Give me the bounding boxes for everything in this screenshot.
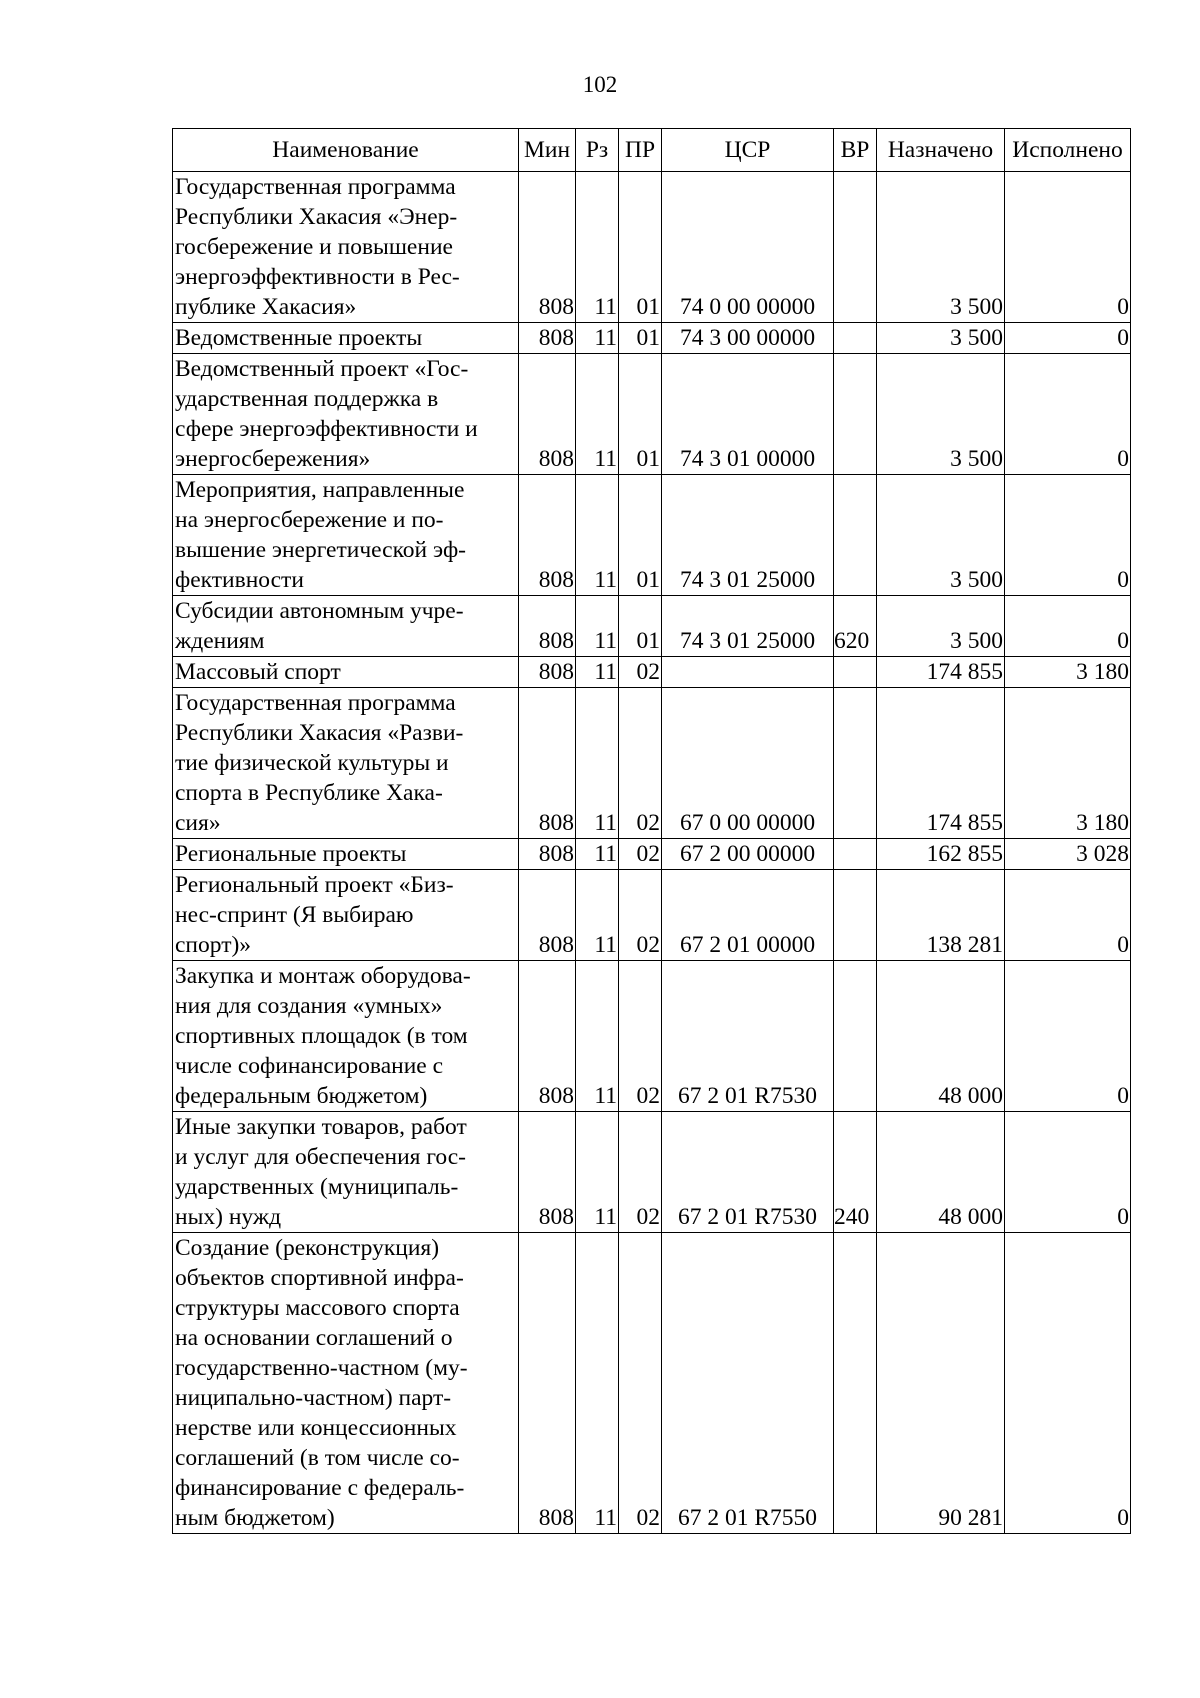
header-assigned: Назначено [877, 129, 1005, 172]
cell-rz: 11 [576, 475, 619, 596]
cell-name: Региональный проект «Биз- нес-спринт (Я выбираю спорт)» [173, 870, 519, 961]
cell-vr [834, 354, 877, 475]
cell-min: 808 [519, 354, 576, 475]
table-row [173, 870, 1131, 961]
cell-rz: 11 [576, 961, 619, 1112]
cell-csr: 67 2 00 00000 [662, 839, 834, 870]
cell-assigned: 3 500 [877, 596, 1005, 657]
table-body [173, 172, 1131, 1534]
cell-rz: 11 [576, 688, 619, 839]
cell-csr: 67 0 00 00000 [662, 688, 834, 839]
cell-pr: 01 [619, 596, 662, 657]
header-row [173, 129, 1131, 172]
cell-min: 808 [519, 839, 576, 870]
cell-csr: 74 3 00 00000 [662, 323, 834, 354]
cell-name: Массовый спорт [173, 657, 519, 688]
page-number: 102 [582, 72, 618, 97]
cell-vr: 620 [834, 596, 877, 657]
cell-csr: 67 2 01 R7550 [662, 1233, 834, 1534]
header-pr: ПР [619, 129, 662, 172]
cell-vr [834, 839, 877, 870]
cell-rz: 11 [576, 323, 619, 354]
cell-assigned: 162 855 [877, 839, 1005, 870]
cell-pr: 02 [619, 657, 662, 688]
header-executed: Исполнено [1005, 129, 1131, 172]
cell-executed: 0 [1005, 354, 1131, 475]
cell-min: 808 [519, 323, 576, 354]
cell-vr [834, 688, 877, 839]
cell-pr: 02 [619, 1233, 662, 1534]
table-row [173, 657, 1131, 688]
cell-rz: 11 [576, 172, 619, 323]
cell-min: 808 [519, 475, 576, 596]
cell-min: 808 [519, 1233, 576, 1534]
cell-assigned: 3 500 [877, 323, 1005, 354]
cell-vr [834, 961, 877, 1112]
table-row [173, 475, 1131, 596]
header-min: Мин [519, 129, 576, 172]
cell-min: 808 [519, 870, 576, 961]
cell-pr: 02 [619, 1112, 662, 1233]
cell-executed: 3 180 [1005, 657, 1131, 688]
cell-vr [834, 323, 877, 354]
cell-pr: 01 [619, 323, 662, 354]
cell-rz: 11 [576, 657, 619, 688]
cell-rz: 11 [576, 596, 619, 657]
cell-min: 808 [519, 688, 576, 839]
cell-assigned: 3 500 [877, 475, 1005, 596]
cell-pr: 01 [619, 172, 662, 323]
table-row [173, 596, 1131, 657]
table-row [173, 688, 1131, 839]
cell-pr: 02 [619, 839, 662, 870]
cell-csr: 67 2 01 R7530 [662, 961, 834, 1112]
cell-csr: 74 3 01 25000 [662, 596, 834, 657]
cell-vr [834, 172, 877, 323]
header-vr: ВР [834, 129, 877, 172]
cell-csr: 74 3 01 25000 [662, 475, 834, 596]
cell-pr: 01 [619, 354, 662, 475]
cell-rz: 11 [576, 839, 619, 870]
cell-name: Государственная программа Республики Хакасия «Энер- госбережение и повышение энергоэффективности в Рес- публике Хакасия» [173, 172, 519, 323]
cell-rz: 11 [576, 1233, 619, 1534]
cell-assigned: 174 855 [877, 657, 1005, 688]
cell-vr [834, 657, 877, 688]
table-row [173, 354, 1131, 475]
table-row [173, 1233, 1131, 1534]
cell-assigned: 3 500 [877, 354, 1005, 475]
cell-pr: 02 [619, 688, 662, 839]
cell-min: 808 [519, 172, 576, 323]
cell-csr: 74 3 01 00000 [662, 354, 834, 475]
cell-assigned: 48 000 [877, 961, 1005, 1112]
cell-csr: 67 2 01 R7530 [662, 1112, 834, 1233]
cell-min: 808 [519, 1112, 576, 1233]
cell-vr [834, 475, 877, 596]
cell-assigned: 138 281 [877, 870, 1005, 961]
cell-pr: 02 [619, 961, 662, 1112]
cell-name: Ведомственный проект «Гос- ударственная поддержка в сфере энергоэффективности и энергосбережения» [173, 354, 519, 475]
table-row [173, 172, 1131, 323]
budget-table [172, 128, 1131, 1534]
cell-executed: 0 [1005, 961, 1131, 1112]
table-row [173, 961, 1131, 1112]
cell-executed: 3 180 [1005, 688, 1131, 839]
cell-assigned: 48 000 [877, 1112, 1005, 1233]
cell-name: Мероприятия, направленные на энергосбережение и по- вышение энергетической эф- фективности [173, 475, 519, 596]
cell-min: 808 [519, 596, 576, 657]
cell-executed: 0 [1005, 596, 1131, 657]
cell-assigned: 90 281 [877, 1233, 1005, 1534]
header-name: Наименование [173, 129, 519, 172]
cell-name: Государственная программа Республики Хакасия «Разви- тие физической культуры и спорта в Республике Хака- сия» [173, 688, 519, 839]
cell-executed: 3 028 [1005, 839, 1131, 870]
table-row [173, 1112, 1131, 1233]
cell-name: Субсидии автономным учре- ждениям [173, 596, 519, 657]
cell-rz: 11 [576, 870, 619, 961]
cell-executed: 0 [1005, 870, 1131, 961]
header-csr: ЦСР [662, 129, 834, 172]
cell-rz: 11 [576, 1112, 619, 1233]
cell-min: 808 [519, 961, 576, 1112]
cell-pr: 02 [619, 870, 662, 961]
header-rz: Рз [576, 129, 619, 172]
table-row [173, 839, 1131, 870]
cell-assigned: 3 500 [877, 172, 1005, 323]
cell-rz: 11 [576, 354, 619, 475]
cell-csr [662, 657, 834, 688]
cell-vr: 240 [834, 1112, 877, 1233]
cell-executed: 0 [1005, 1112, 1131, 1233]
cell-name: Закупка и монтаж оборудова- ния для создания «умных» спортивных площадок (в том числе софинансирование с федеральным бюджетом) [173, 961, 519, 1112]
table-row [173, 323, 1131, 354]
cell-name: Региональные проекты [173, 839, 519, 870]
cell-executed: 0 [1005, 323, 1131, 354]
cell-name: Создание (реконструкция) объектов спортивной инфра- структуры массового спорта на основании соглашений о государственно-частном (му- ниципально-частном) парт- нерстве или концессионных соглашений (в том числе со- финансирование с федераль- ным бюджетом) [173, 1233, 519, 1534]
table-header [173, 129, 1131, 172]
cell-csr: 67 2 01 00000 [662, 870, 834, 961]
cell-executed: 0 [1005, 475, 1131, 596]
cell-name: Ведомственные проекты [173, 323, 519, 354]
cell-executed: 0 [1005, 172, 1131, 323]
cell-executed: 0 [1005, 1233, 1131, 1534]
cell-csr: 74 0 00 00000 [662, 172, 834, 323]
cell-vr [834, 870, 877, 961]
cell-min: 808 [519, 657, 576, 688]
cell-assigned: 174 855 [877, 688, 1005, 839]
cell-vr [834, 1233, 877, 1534]
cell-name: Иные закупки товаров, работ и услуг для обеспечения гос- ударственных (муниципаль- ных) нужд [173, 1112, 519, 1233]
cell-pr: 01 [619, 475, 662, 596]
